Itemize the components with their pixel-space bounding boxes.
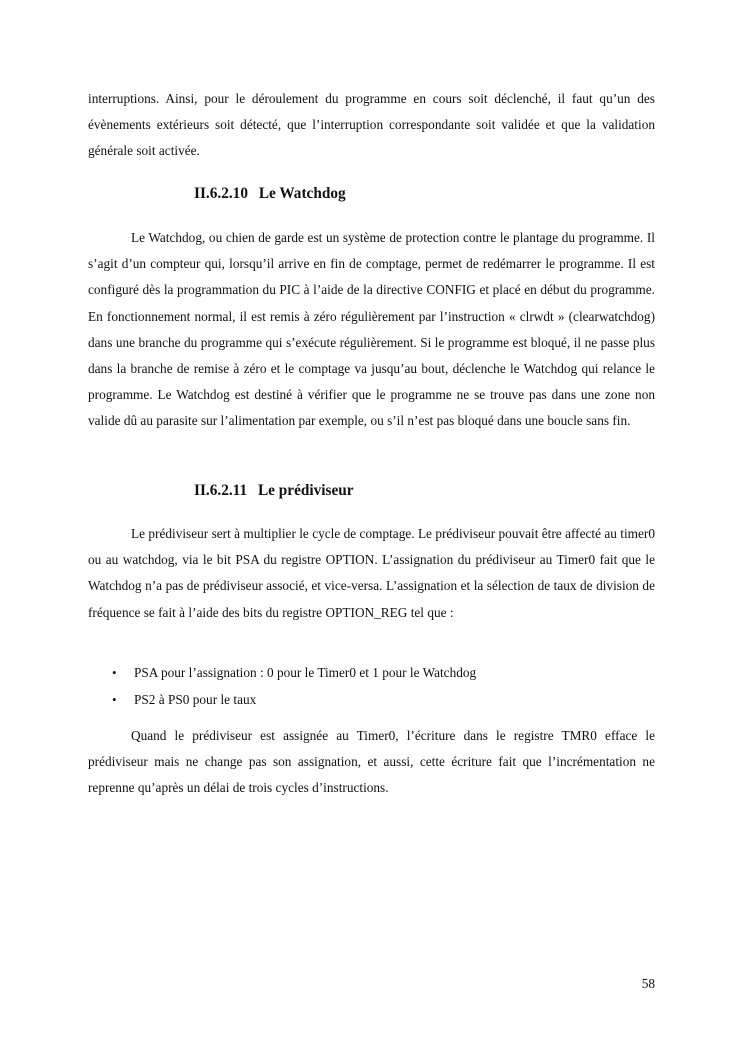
section-number: II.6.2.11 (194, 482, 248, 499)
section-title: Le Watchdog (258, 185, 346, 202)
bullet-list (88, 659, 655, 713)
bullet-icon: • (112, 665, 117, 680)
list-item (88, 659, 655, 686)
section-number: II.6.2.10 (194, 185, 248, 202)
list-item-text: PS2 à PS0 pour le taux (134, 692, 257, 707)
list-item (88, 686, 655, 713)
section-title: Le prédiviseur (257, 482, 354, 499)
section-heading-prediviseur (194, 481, 354, 501)
watchdog-paragraph: Le Watchdog, ou chien de garde est un système de protection contre le plantage du programme. Il s’agit d’un compteur qui, lorsqu’il arrive en fin de comptage, permet de redémarrer le programme. Il est configuré dès la programmation du PIC à l’aide de la directive CONFIG et placé en début du programme. En fonctionnement normal, il est remis à zéro régulièrement par l’instruction « clrwdt » (clearwatchdog) dans une branche du programme qui s’exécute régulièrement. Si le programme est bloqué, il ne passe plus dans la branche de remise à zéro et le comptage va jusqu’au bout, déclenche le Watchdog qui relance le programme. Le Watchdog est destiné à vérifier que le programme ne se trouve pas dans une zone non valide dû au parasite sur l’alimentation par exemple, ou s’il n’est pas bloqué dans une boucle sans fin. (88, 230, 655, 429)
closing-paragraph: Quand le prédiviseur est assignée au Timer0, l’écriture dans le registre TMR0 efface le prédiviseur mais ne change pas son assignation, et aussi, cette écriture fait que l’incrémentation ne reprenne qu’après un délai de trois cycles d’instructions. (88, 728, 655, 796)
section-heading-watchdog (194, 184, 346, 204)
bullet-icon: • (112, 692, 117, 707)
page-number: 58 (641, 976, 655, 991)
prediviseur-paragraph: Le prédiviseur sert à multiplier le cycle de comptage. Le prédiviseur pouvait être affecté au timer0 ou au watchdog, via le bit PSA du registre OPTION. L’assignation du prédiviseur au Timer0 fait que le Watchdog n’a pas de prédiviseur associé, et vice-versa. L’assignation et la sélection de taux de division de fréquence se fait à l’aide des bits du registre OPTION_REG tel que : (88, 526, 655, 620)
intro-paragraph: interruptions. Ainsi, pour le déroulement du programme en cours soit déclenché, il faut qu’un des évènements extérieurs soit détecté, que l’interruption correspondante soit validée et que la validation générale soit activée. (88, 91, 655, 159)
list-item-text: PSA pour l’assignation : 0 pour le Timer0 et 1 pour le Watchdog (134, 665, 477, 680)
